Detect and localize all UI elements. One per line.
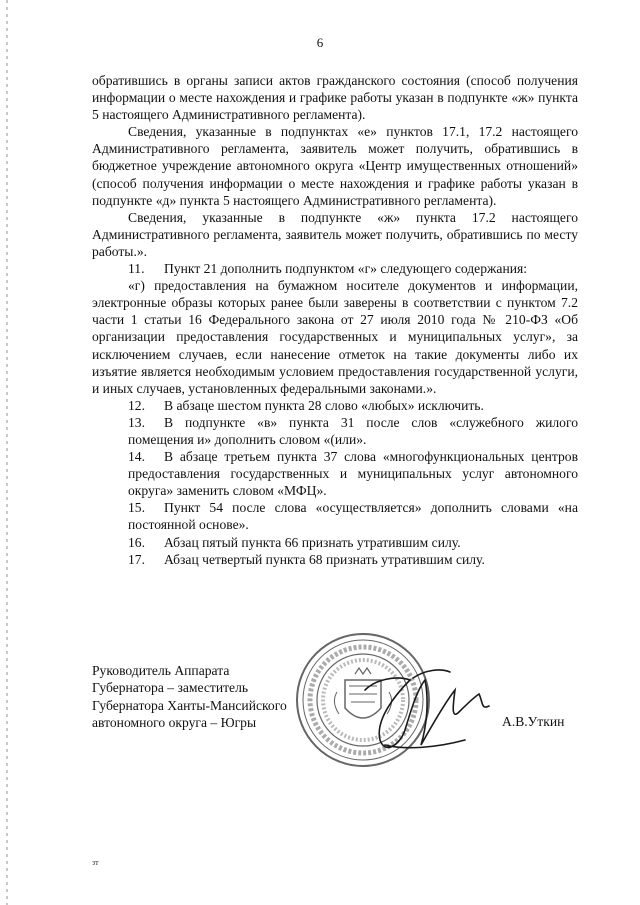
item-text: В абзаце шестом пункта 28 слово «любых» исключить. (164, 397, 484, 413)
item-text: В абзаце третьем пункта 37 слова «многофункциональных центров предоставления государственных и муниципальных услуг автономного округа» заменить словом «МФЦ». (128, 449, 578, 499)
item-number: 11. (128, 261, 145, 277)
item-number: 17. (128, 551, 145, 567)
item-number: 16. (128, 534, 145, 550)
item-text: Абзац пятый пункта 66 признать утратившим силу. (164, 534, 461, 550)
signatory-name: А.В.Уткин (502, 714, 565, 729)
item-number: 15. (128, 500, 145, 516)
footer-code: зт (92, 858, 99, 867)
signatory-title (92, 662, 287, 732)
item-12 (92, 397, 578, 414)
item-number: 14. (128, 449, 145, 465)
paragraph-subpoint-g: «г) предоставления на бумажном носителе документов и информации, электронные образы которых ранее были заверены в соответствии с пунктом 7.2 части 1 статьи 16 Федерального закона от 27 июля 2010 года № 210-ФЗ «Об организации предоставления государственных и муниципальных услуг», за исключением случаев, если нанесение отметок на такие документы либо их изъятие является необходимым условием предоставления государственной услуги, и иных случаев, установленных федеральными законами.». (92, 278, 578, 396)
scan-binding-edge (6, 0, 8, 905)
item-15 (92, 499, 578, 533)
item-number: 12. (128, 397, 145, 413)
signatory-title-line: автономного округа – Югры (92, 715, 257, 731)
item-text: Пункт 54 после слова «осуществляется» дополнить словами «на постоянной основе». (128, 500, 578, 533)
item-17 (92, 551, 578, 568)
item-text: В подпункте «в» пункта 31 после слов «служебного жилого помещения и» дополнить словом «(или». (128, 414, 578, 447)
item-16 (92, 534, 578, 551)
item-11 (92, 260, 578, 277)
signatory-title-line: Руководитель Аппарата (92, 663, 230, 678)
item-13 (92, 414, 578, 448)
paragraph-continuation: обратившись в органы записи актов гражданского состояния (способ получения информации о месте нахождения и графике работы указан в подпункте «ж» пункта 5 настоящего Административного регламента). (92, 73, 578, 123)
paragraph-info-property: Сведения, указанные в подпунктах «е» пунктов 17.1, 17.2 настоящего Административного регламента, заявитель может получить, обратившись в бюджетное учреждение автономного округа «Центр имущественных отношений» (способ получения информации о месте нахождения и графике работы указан в подпункте «д» пункта 5 настоящего Административного регламента). (92, 124, 578, 208)
signatory-title-line: Губернатора Ханты-Мансийского (92, 697, 287, 713)
item-text: Пункт 21 дополнить подпунктом «г» следующего содержания: (164, 261, 528, 277)
signature-icon (355, 650, 505, 770)
item-14 (92, 448, 578, 499)
signatory-title-line: Губернатора – заместитель (92, 680, 249, 696)
item-text: Абзац четвертый пункта 68 признать утратившим силу. (164, 551, 485, 567)
paragraph-info-work: Сведения, указанные в подпункте «ж» пункта 17.2 настоящего Административного регламента, заявитель может получить, обратившись по месту работы.». (92, 209, 578, 259)
item-number: 13. (128, 414, 145, 430)
body-text (92, 72, 578, 568)
page-number: 6 (316, 35, 324, 50)
